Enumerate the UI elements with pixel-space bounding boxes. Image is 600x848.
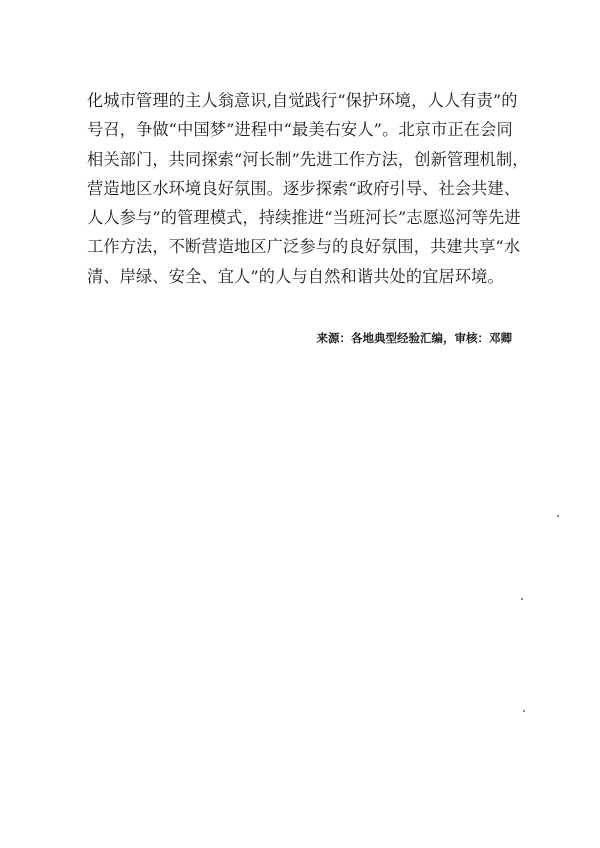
paragraph-line: 化城市管理的主人翁意识,自觉践行“保护环境，人人有责”的 [87,91,518,110]
scan-speck [557,515,559,517]
body-paragraph [87,86,527,291]
scan-speck [521,598,523,600]
paragraph-line: 号召，争做“中国梦”进程中“最美右安人”。北京市正在会同 [87,120,513,140]
source-attribution: 来源：各地典型经验汇编，审核：邓卿 [316,331,512,345]
paragraph-line: 工作方法，不断营造地区广泛参与的良好氛围，共建共享“水 [87,237,521,257]
paragraph-line: 相关部门，共同探索“河长制”先进工作方法，创新管理机制， [87,149,529,169]
scan-speck [523,710,525,712]
paragraph-line: 清、岸绿、安全、宜人”的人与自然和谐共处的宜居环境。 [87,266,504,286]
paragraph-line: 营造地区水环境良好氛围。逐步探索“政府引导、社会共建、 [87,178,521,198]
paragraph-line: 人人参与”的管理模式，持续推进“当班河长”志愿巡河等先进 [87,208,521,228]
